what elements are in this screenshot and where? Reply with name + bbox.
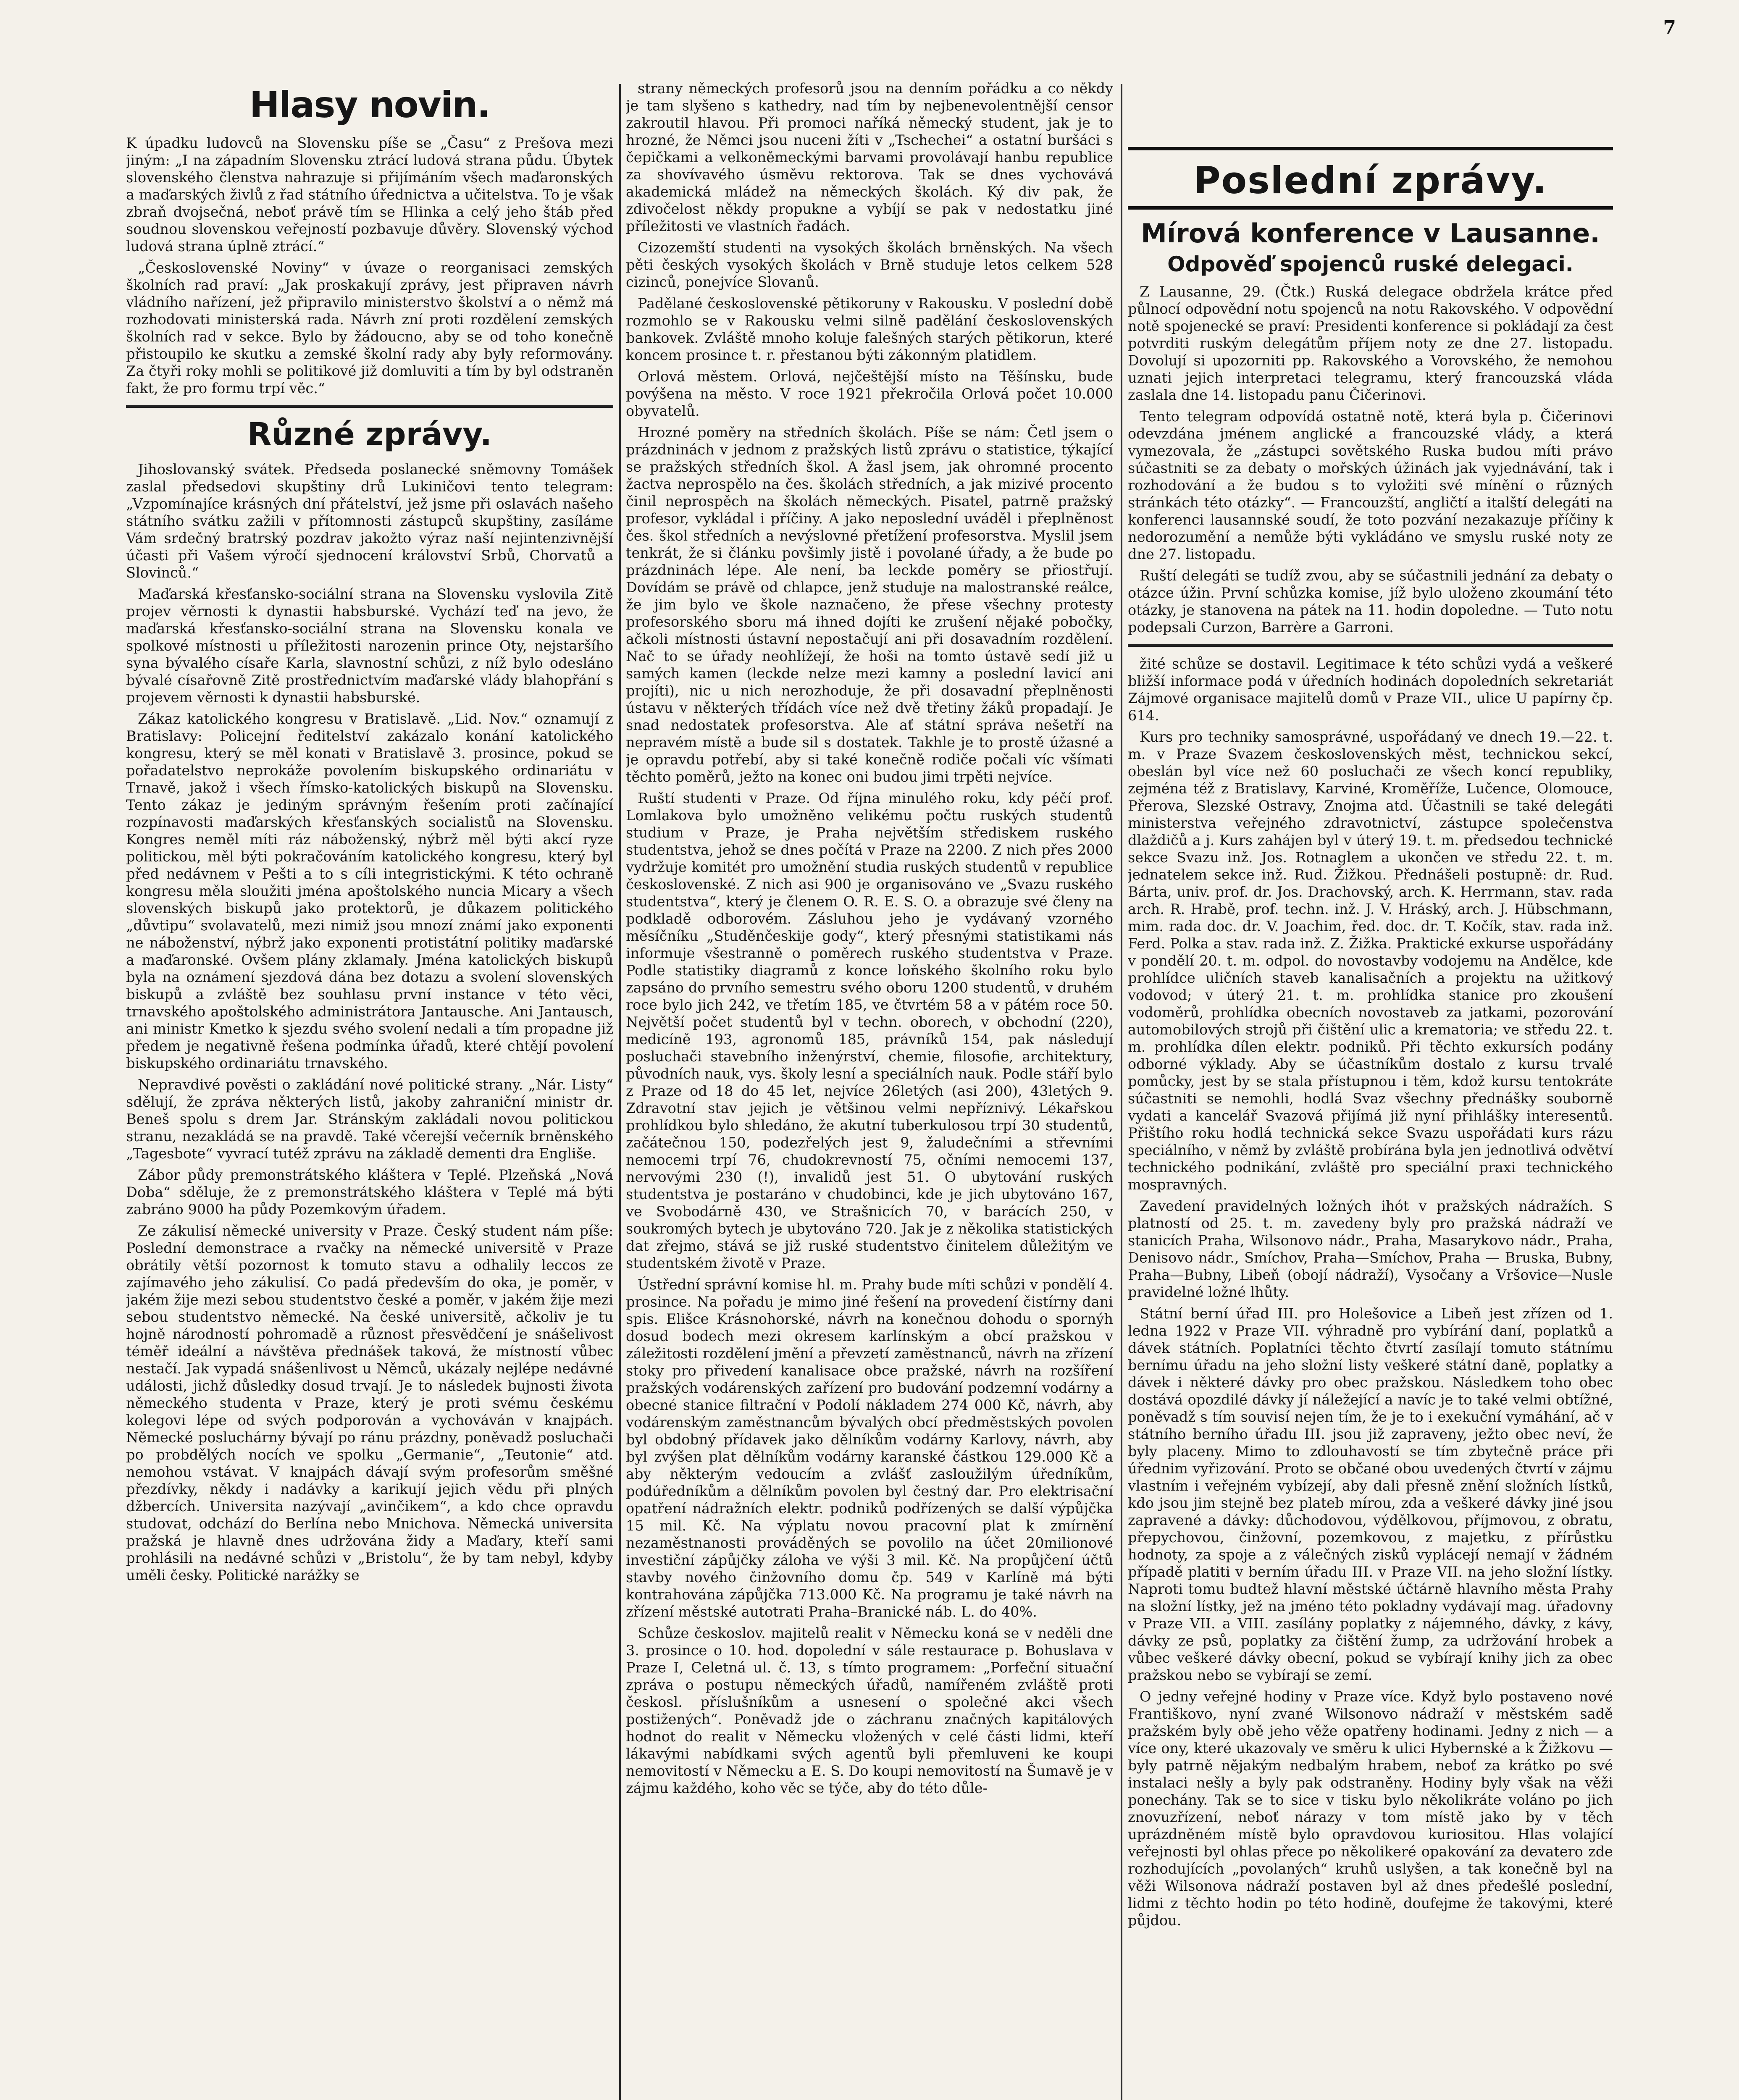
news-item: Jihoslovanský svátek. Předseda poslanecké sněmovny Tomášek zaslal předsedovi skupštiny drů Lukiničovi tento telegram: „Vzpomínajíce krásných dní přátelství, jež jsme při oslavách našeho státního svátku zažili v přítomnosti zástupců skupštiny, zasíláme Vám srdečný bratrský pozdrav jakožto výraz naší nejintenzivnější účasti při Vašem výročí sjednocení království Srbů, Chorvatů a Slovinců.“ xyxy=(126,461,613,581)
column-3 xyxy=(1128,80,1613,2100)
news-item: O jedny veřejné hodiny v Praze více. Když bylo postaveno nové Františkovo, nyní zvané Wilsonovo nádraží v městském sadě pražském byly obě jeho věže opatřeny hodinami. Jedny z nich — a více ony, které ukazovaly ve směru k ulici Hybernské a k Žižkovu — byly patrně nějakým nedbalým hrabem, neboť za krátko po své instalaci nešly a byly pak odstraněny. Hodiny byly však na věži ponechány. Tak se to sice v tisku bylo několikráte voláno po jich znovuzřízení, neboť nárazy v tom místě jako by v těch uprázdněném místě bylo opravdovou kuriositou. Hlas volající veřejnosti byl ohlas přece po několikeré opakování za devatero zde rozhodujících „povolaných“ kruhů uslyšen, a tak konečně byl na věži Wilsonova nádraží postaven byl až dnes předešlé poslední, lidmi z těchto hodin po této hodině, doufejme že takovými, které půjdou. xyxy=(1128,1688,1613,1929)
heading-ruzne-zpravy: Různé zprávy. xyxy=(247,416,492,452)
heading-hlasy-novin: Hlasy novin. xyxy=(249,84,490,126)
news-item: Zábor půdy premonstrátského kláštera v Teplé. Plzeňská „Nová Doba“ sděluje, že z premonstrátského kláštera v Teplé má býti zabráno 9000 ha půdy Pozemkovým úřadem. xyxy=(126,1167,613,1218)
article-paragraph: Ruští delegáti se tudíž zvou, aby se súčastnili jednání za debaty o otázce úžin. První schůzka komise, jíž bylo uloženo zkoumání této otázky, je stanovena na pátek na 11. hodin dopoledne. — Tuto notu podepsali Curzon, Barrère a Garroni. xyxy=(1128,567,1613,635)
article-paragraph: „Československé Noviny“ v úvaze o reorganisaci zemských školních rad praví: „Jak proskakují zprávy, jest připraven návrh vládního nařízení, jež připravilo ministerstvo školství a o němž má rozhodovati ministerská rada. Návrh zní proti rozdělení zemských školních rad v sekce. Bylo by žádoucno, aby se od toho konečně přistoupilo ke skutku a zemské školní rady aby byly reformovány. Za čtyři roky mohli se politikové již domluviti a tím by byl odstraněn fakt, že pro formu trpí věc.“ xyxy=(126,260,613,396)
news-item: Padělané československé pětikoruny v Rakousku. V poslední době rozmohlo se v Rakousku velmi silně padělání československých bankovek. Zvláště mnoho koluje falešných starých pětikorun, které koncem prosince t. r. přestanou býti zákonným platidlem. xyxy=(626,295,1113,363)
news-item: Orlová městem. Orlová, nejčeštější místo na Těšínsku, bude povýšena na město. V roce 1921 překročila Orlová počet 10.000 obyvatelů. xyxy=(626,368,1113,419)
news-item: Ze zákulisí německé university v Praze. Český student nám píše: Poslední demonstrace a rvačky na německé universitě v Praze obrátily větší pozornost k tomuto stavu a odhalily leccos ze zajímavého jeho zákulisí. Co padá především do oka, je poměr, v jakém žije mezi sebou studentstvo české a poměr, v jakém žije mezi sebou studentstvo německé. Na české universitě, ačkoliv je tu hojně národností pohromadě a různost přesvědčení je snášelivost téměř ideální a návštěva přednášek taková, že místností vůbec nestačí. Jak vypadá snášenlivost u Němců, ukázaly nejlépe nedávné události, jichž důsledky dosud trvají. Je to následek bujnosti života německého studenta v Praze, který je proti svému českému kolegovi lépe od svých podporován a vychováván v knajpách. Německé posluchárny bývají po ránu prázdny, poněvadž posluchači po probdělých nocích ve spolku „Germanie“, „Teutonie“ atd. nemohou vstávat. V knajpách dávají svým profesorům směšné přezdívky, někdy i nadávky a karikují jejich vědu při plných džbercích. Universita nazývají „avinčikem“, a kdo chce opravdu studovat, odchází do Berlína nebo Mnichova. Německá universita pražská je hlavně dnes udržována židy a Maďary, kteří sami prohlásili na nedávné schůzi v „Bristolu“, že by tam nebyl, kdyby uměli česky. Politické narážky se xyxy=(126,1223,613,1583)
heading-posledni-zpravy: Poslední zprávy. xyxy=(1128,147,1613,210)
column-2 xyxy=(626,80,1113,2100)
news-item: Ruští studenti v Praze. Od října minulého roku, kdy péčí prof. Lomlakova bylo umožněno velikému počtu ruských studentů studium v Praze, je Praha největším střediskem ruského studentstva, jehož se dnes počítá v Praze na 2200. Z nich přes 2000 vydržuje komitét pro umožnění studia ruských studentů v republice československé. Z nich asi 900 je organisováno ve „Svazu ruského studentstva“, který je členem O. R. E. S. O. a obrazuje své členy na podkladě odborovém. Zásluhou jeho je vydávaný vzorného měsíčníku „Studěnčeskije gody“, který přesnými statistikami nás informuje všestranně o poměrech ruského studentstva v Praze. Podle statistiky diagramů z konce loňského školního roku bylo zapsáno do prvního semestru svého oboru 1200 studentů, v druhém roce bylo jich 242, ve třetím 185, ve čtvrtém 58 a v pátém roce 50. Největší počet studentů byl v techn. oborech, v obchodní (220), medicíně 193, agronomů 185, právníků 154, pak následují posluchači stavebního inženýrství, chemie, filosofie, architektury, původních nauk, vys. školy lesní a speciálních nauk. Podle stáří bylo z Praze od 18 do 45 let, nejvíce 26letých (asi 200), 43letých 9. Zdravotní stav jejich je většinou velmi nepříznivý. Lékařskou prohlídkou bylo shledáno, že akutní tuberkulosou trpí 30 studentů, začátečnou 150, podezřelých jest 9, žaludečními a střevními nemocemi trpí 76, chudokrevností 75, očními nemocemi 137, nervovými 230 (!), invalidů jest 51. O ubytování ruských studentstva je postaráno v chudobinci, kde je jich ubytováno 167, ve Svobodárně 430, ve Strašnicích 70, v barácích 250, v soukromých bytech je ubytováno 720. Jak je z několika statistických dat zřejmo, stává se již ruské studentstvo činitelem důležitým ve studentském životě v Praze. xyxy=(626,790,1113,1271)
news-item: Kurs pro techniky samosprávné, uspořádaný ve dnech 19.—22. t. m. v Praze Svazem československých měst, technickou sekcí, obeslán byl více než 60 posluchači ze všech koncí republiky, zejména též z Bratislavy, Karviné, Kroměříže, Lučence, Olomouce, Přerova, Slezské Ostravy, Znojma atd. Účastnili se také delegáti ministerstva veřejného zdravotnictví, zástupce společenstva dlaždičů a j. Kurs zahájen byl v úterý 19. t. m. předsedou technické sekce Svazu inž. Jos. Rotnaglem a ukončen ve středu 22. t. m. jednatelem sekce inž. Rud. Žižkou. Přednášeli postupně: dr. Rud. Bárta, univ. prof. dr. Jos. Drachovský, arch. K. Herrmann, stav. rada arch. R. Hrabě, prof. techn. inž. J. V. Hráský, arch. J. Hübschmann, mim. rada doc. dr. V. Joachim, řed. doc. dr. T. Kočík, stav. rada inž. Ferd. Polka a stav. rada inž. Z. Žižka. Praktické exkurse uspořádány v pondělí 20. t. m. odpol. do novostavby vodojemu na Andělce, kde prohlídce uličních staveb kanalisačních a projektu na užitkový vodovod; v úterý 21. t. m. prohlídka stanice pro zkoušení vodoměrů, prohlídka obecních novostaveb za jatkami, pozorování automobilových strojů při čištění ulic a krematoria; ve středu 22. t. m. prohlídka dílen elektr. podniků. Při těchto exkursích podány odborné výklady. Aby se účastníkům dostalo z kursu trvalé pomůcky, jest by se stala přístupnou i těm, kdož kursu tentokráte súčastniti se nemohli, hodlá Svaz všechny přednášky souborně vydati a kancelář Svazová přijímá již nyní přihlášky interesentů. Přištího roku hodlá technická sekce Svazu uspořádati kurs rázu speciálního, v němž by zvláště probírána byla jen jednotlivá odvětví technického podnikání, zvláště pro speciální praxi technického mospravných. xyxy=(1128,729,1613,1193)
news-item: žité schůze se dostavil. Legitimace k této schůzi vydá a veškeré bližší informace podá v úředních hodinách dopoledních sekretariát Zájmové organisace majitelů domů v Praze VII., ulice U papírny čp. 614. xyxy=(1128,656,1613,724)
news-item: Nepravdivé pověsti o zakládání nové politické strany. „Nár. Listy“ sdělují, že zpráva některých listů, jakoby zahraniční ministr dr. Beneš spolu s drem Jar. Stránským zakládali novou politickou stranu, nezakládá se na pravdě. Také včerejší večerník brněnského „Tagesbote“ vyvrací tutéž zprávu na základě dementi dra Engliše. xyxy=(126,1076,613,1162)
article-paragraph: Z Lausanne, 29. (Čtk.) Ruská delegace obdržela krátce před půlnocí odpovědní notu spojenců na notu Rakovského. V odpovědní notě spojenecké se praví: Presidenti konference si pokládají za čest potvrditi ruským delegátům příjem noty ze dne 27. listopadu. Dovolují si upozorniti pp. Rakovského a Vorovského, že nemohou uznati jejich interpretaci telegramu, který francouzská vláda zaslala dne 14. listopadu panu Čičerinovi. xyxy=(1128,284,1613,403)
column-rule xyxy=(1121,84,1122,2100)
news-item: Zavedení pravidelných ložných ihót v pražských nádražích. S platností od 25. t. m. zavedeny byly pro pražská nádraží ve stanicích Praha, Wilsonovo nádr., Praha, Masarykovo nádr., Praha, Denisovo nádr., Smíchov, Praha—Smíchov, Praha — Bruska, Bubny, Praha—Bubny, Libeň (obojí nádraží), Vysočany a Vršovice—Nusle pravidelné ložné lhůty. xyxy=(1128,1198,1613,1300)
section-divider xyxy=(126,405,613,408)
subheading-odpoved: Odpověď spojenců ruské delegaci. xyxy=(1167,252,1574,276)
news-item: Maďarská křesťansko-sociální strana na Slovensku vyslovila Zitě projev věrnosti k dynastii habsburské. Vychází teď na jevo, že maďarská křesťansko-sociální strana na Slovensku konala ve spolkové místnosti u příležitosti narozenin prince Oty, nejstaršího syna bývalého císaře Karla, slavnostní schůzi, z níž bylo odesláno bývalé císařovně Zitě prostřednictvím maďarské vlády blahopřání s projevem věrnosti k dynastii habsburské. xyxy=(126,586,613,706)
news-item: Hrozné poměry na středních školách. Píše se nám: Četl jsem o prázdninách v jednom z pražských listů zprávu o statistice, týkající se pražských středních škol. A žasl jsem, jak ohromné procento žactva neprospělo na čes. školách středních, a jak mizivé procento činil neprospěch na školách německých. Pisatel, patrně pražský profesor, vykládal i příčiny. A jako neposlední uváděl i přeplněnost čes. škol středních a nevýslovné přetížení profesorstva. Myslil jsem tenkrát, že si článku povšimly jistě i povolané úřady, a že bude po prázdninách lépe. Ale není, ba leckde poměry se přiostřují. Dovídám se právě od chlapce, jenž studuje na malostranské reálce, že jim bylo ve škole naznačeno, že přese všechny protesty profesorského sboru má ihned dojíti ke zrušení nějaké pobočky, ačkoli místnosti ústavní nepostačují ani při dosavadním rozdělení. Nač to se úřady neohlížejí, že hoši na tomto ústavě sedí již u samých kamen (leckde nelze mezi kamny a poslední lavicí ani projíti), nic u nich nerozhoduje, že při dosavadní přeplněnosti ústavu v některých třídách více než dvě třetiny žáků propadají. Je snad nedostatek profesorstva. Ale ať státní správa nešetří na nepravém místě a bude sil s dostatek. Takhle je to prostě úžasné a je opravdu potřebí, aby si také konečně rodiče počali víc všímati těchto poměrů, ježto na konec oni budou jimi trpěti nejvíce. xyxy=(626,424,1113,785)
news-item: Schůze českoslov. majitelů realit v Německu koná se v neděli dne 3. prosince o 10. hod. dopolední v sále restaurace p. Bohuslava v Praze I, Celetná ul. č. 13, s tímto programem: „Porfeční situační zpráva o postupu německých úřadů, namířeném zvláště proti českosl. příslušníkům a usnesení o společné akci všech postižených“. Poněvadž jde o záchranu značných kapitálových hodnot do realit v Německu vložených v celé části lidmi, kteří lákavými nabídkami svých agentů byli přemluveni ke koupi nemovitostí v Německu a E. S. Do koupi nemovitostí na Šumavě je v zájmu každého, koho věc se týče, aby do této důle- xyxy=(626,1625,1113,1796)
article-paragraph: K úpadku ludovců na Slovensku píše se „Času“ z Prešova mezi jiným: „I na západním Slovensku ztrácí ludová strana půdu. Úbytek slovenského členstva nahrazuje si přijímáním všech maďaronských a maďarských živlů z řad státního úřednictva a učitelstva. To je však zbraň dvojsečná, neboť právě tím se Hlinka a celý jeho štáb před soudnou slovenskou veřejností pozbavuje důvěry. Slovenský východ ludová strana úplně ztrácí.“ xyxy=(126,135,613,255)
news-item: Ústřední správní komise hl. m. Prahy bude míti schůzi v pondělí 4. prosince. Na pořadu je mimo jiné řešení na provedení čistírny dani spis. Elišce Krásnohorské, návrh na konečnou dohodu o spornýh dosud bodech mezi okresem karlínským a obcí pražskou v záležitosti rozdělení jmění a převzetí zaměstnanců, návrh na zřízení stoky pro přivedení kanalisace obce pražské, návrh na rozšíření pražských vodárenských zařízení pro budování podzemní vodárny a obecné stanice filtrační v Podolí nákladem 274 000 Kč, návrh, aby vodárenským zaměstnancům bývalých obcí předměstských povolen byl obdobný přídavek jako dělníkům vodárny Karlovy, návrh, aby byl zvýšen plat dělníkům vodárny karanské částkou 129.000 Kč a aby některým vedoucím a zvlášť zasloužilým úředníkům, podúředníkům a dělníkům povolen byl čestný dar. Pro elektrisační opatření nádražních elektr. podniků podřízených se další výpůjčka 15 mil. Kč. Na výplatu novou pracovní plat k zmírnění nezaměstnanosti prováděných se povolilo na účet 20milionové investiční zápůjčky záloha ve výši 3 mil. Kč. Na propůjčení účtů stavby nového činžovního domu čp. 549 v Karlíně má býti kontrahována zápůjčka 713.000 Kč. Na programu je také návrh na zřízení městské autotrati Praha–Branické náb. L. do 40%. xyxy=(626,1276,1113,1620)
article-paragraph: Tento telegram odpovídá ostatně notě, která byla p. Čičerinovi odevzdána jménem anglické a francouzské vlády, a která vymezovala, že „zástupci sovětského Ruska budou míti právo súčastniti se za debaty o mořských úžinách jak vyjednávání, tak i rozhodování a že budou s to vyložiti své mínění o různých stránkách této otázky“. — Francouzští, angličtí a italští delegáti na konferenci lausannské soudí, že toto pozvání nezakazuje příčiny k nedorozumění a nemůže býti vykládáno ve smyslu ruské noty ze dne 27. listopadu. xyxy=(1128,408,1613,562)
column-rule xyxy=(619,84,621,2100)
news-item: Zákaz katolického kongresu v Bratislavě. „Lid. Nov.“ oznamují z Bratislavy: Policejní ředitelství zakázalo konání katolického kongresu, který se měl konati v Bratislavě 3. prosince, pokud se pořadatelstvo neprokáže povolením biskupského ordinariátu v Trnavě, jakož i všech římsko-katolických biskupů na Slovensku. Tento zákaz je jediným správným řešením proti začínající rozpínavosti maďarských křesťanských socialistů na Slovensku. Kongres neměl míti ráz náboženský, nýbrž měl býti akcí ryze politickou, měl býti pokračováním katolického kongresu, který byl před nedávnem v Pešti a to s cíli integristickými. K této ochraně kongresu měla sloužiti jména apoštolského nuncia Micary a všech slovenských biskupů jako protektorů, je důkazem politického „důvtipu“ svolavatelů, mezi nimiž jsou mnozí známí jako exponenti ne náboženství, nýbrž jako exponenti protistátní politiky maďarské a maďaronské. Ovšem plány zklamaly. Jména katolických biskupů byla na oznámení sjezdová dána bez dotazu a svolení slovenských biskupů a zvláště bez souhlasu první instance v této věci, trnavského apoštolského administrátora Jantauschе. Ani Jantausch, ani ministr Kmetko k sjezdu svého svolení nedali a tím propadne již předem je negativně řešena podmínka úřadů, které chtějí povolení biskupského ordinariátu trnavského. xyxy=(126,711,613,1071)
page-number: 7 xyxy=(1663,17,1676,38)
section-divider xyxy=(1128,644,1613,647)
news-item: Státní berní úřad III. pro Holešovice a Libeň jest zřízen od 1. ledna 1922 v Praze VII. výhradně pro vybírání daní, poplatků a dávek státních. Poplatníci těchto čtvrtí zasílají tomuto státnímu bernímu úřadu na jeho složní listy veškeré státní daně, poplatky a dávek i některé dávky pro obec pražskou. Následkem toho obec dostává opozdilé dávky jí náležející a navíc je to také velmi obtížné, poněvadž s tím souvisí nejen tím, že je to i exekuční vymáhání, ač v státního berního úřadu III. jsou již zapraveny, ježto obec neví, že byly placeny. Mimo to zdlouhavostí se tím zbytečně práce při úřednim vyřizování. Proto se občané obou uvedených čtvrtí v zájmu vlastním i veřejném vybízejí, aby dali přesně znění složních lístků, kdo jsou jim stejně bez plateb mírou, zda a veškeré dávky jiné jsou zapravené a dávky: důchodovou, výdělkovou, příjmovou, z obratu, přepychovou, činžovní, pozemkovou, z majetku, z přírůstku hodnoty, za spoje a z válečných zisků vyplácejí nemají v žádném případě platiti v berním úřadu III. v Praze VII. na jeho složní lístky. Naproti tomu budtež hlavní městské účtárně hlavního města Prahy na složní lístky, jež na jméno této pokladny vydávají mag. úřadovny v Praze VII. a VIII. zasílány poplatky z nájemného, dávky, z kávy, dávky ze psů, poplatky za čištění žump, za udržování hrobek a vůbec veškeré dávky obecní, pokud se vybírají knihy jich za obec pražskou nebo se vybírají se zemí. xyxy=(1128,1305,1613,1683)
news-item: strany německých profesorů jsou na denním pořádku a co někdy je tam slyšeno s kathedry, nad tím by nejbenevolentnější censor zakroutil hlavou. Při promoci naříká německý student, jak je to hrozné, že Němci jsou nuceni žíti v „Tschechei“ a ostatní buršáci s čepičkami a velkoněmeckými barvami provolávají hanbu republice za shovívavého úsměvu rektorova. Tak se dnes vychovává akademická mládež na německých školách. Ký div pak, že zdivočelost někdy propukne a vybíjí se pak v nedostatku jiné příležitosti ve vlastních řadách. xyxy=(626,80,1113,234)
column-1 xyxy=(126,80,613,2100)
subheading-mirova-konference: Mírová konference v Lausanne. xyxy=(1141,218,1600,249)
news-item: Cizozemští studenti na vysokých školách brněnských. Na všech pěti českých vysokých školách v Brně studuje letos celkem 528 cizinců, ponejvíce Slovanů. xyxy=(626,239,1113,290)
